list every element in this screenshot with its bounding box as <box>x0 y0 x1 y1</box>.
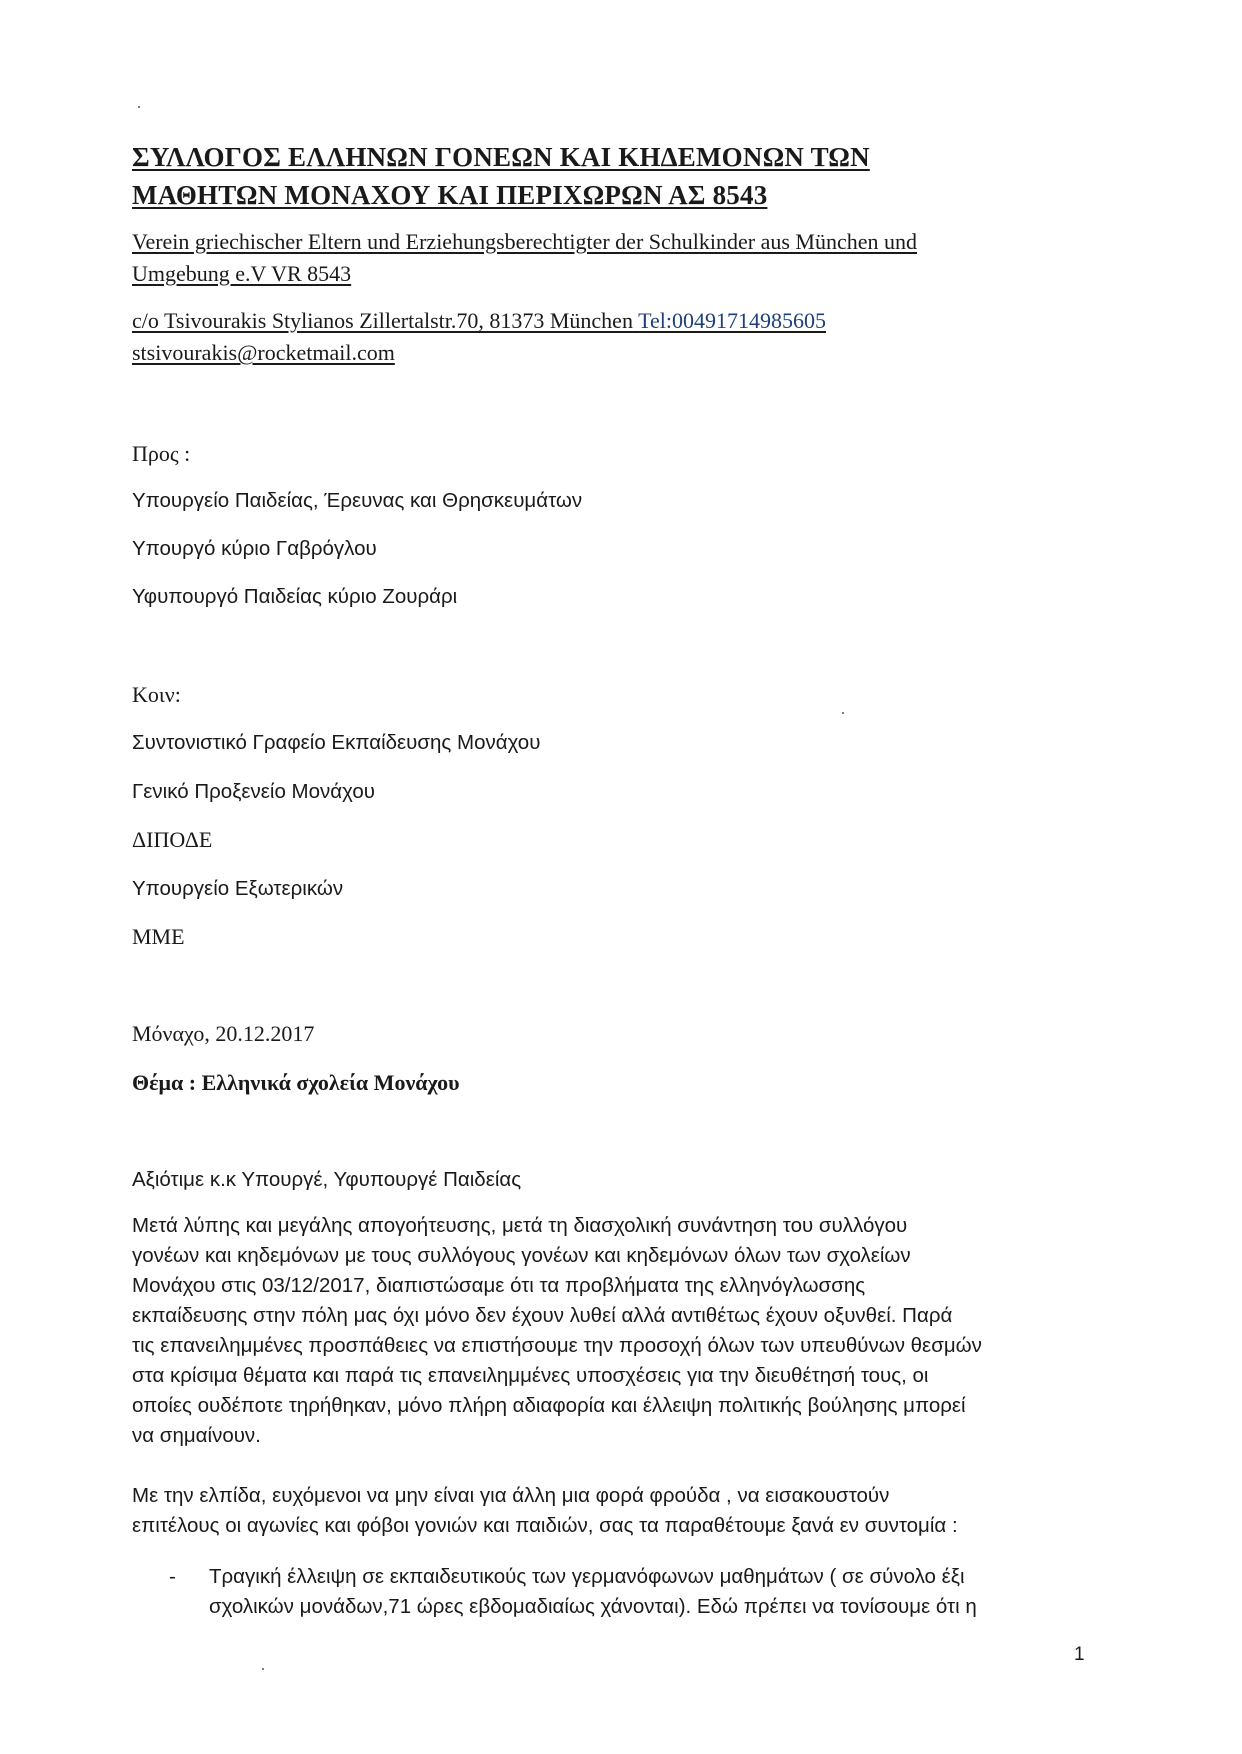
scan-speck <box>262 1668 264 1670</box>
paragraph-line: οποίες ουδέποτε τηρήθηκαν, μόνο πλήρη αδιαφορία και έλλειψη πολιτικής βούλησης μπορεί <box>132 1394 966 1417</box>
letter-date: Μόναχο, 20.12.2017 <box>132 1021 315 1046</box>
postal-address: c/o Tsivourakis Stylianos Zillertalstr.70, 81373 München <box>132 308 633 333</box>
email-link[interactable]: stsivourakis@rocketmail.com <box>132 340 395 365</box>
bullet-marker: - <box>169 1565 176 1588</box>
contact-block <box>132 305 826 369</box>
contact-address-line <box>132 305 826 337</box>
bullet-line: σχολικών μονάδων,71 ώρες εβδομαδιαίως χάνονται). Εδώ πρέπει να τονίσουμε ότι η <box>209 1595 977 1618</box>
cc-item: Συντονιστικό Γραφείο Εκπαίδευσης Μονάχου <box>132 731 541 754</box>
german-name <box>132 226 917 290</box>
scan-speck <box>842 712 844 714</box>
cc-item: Υπουργείο Εξωτερικών <box>132 877 344 900</box>
recipients-label: Προς : <box>132 441 191 466</box>
phone-link[interactable]: Tel:00491714985605 <box>638 308 826 333</box>
organization-title-line2: ΜΑΘΗΤΩΝ ΜΟΝΑΧΟΥ ΚΑΙ ΠΕΡΙΧΩΡΩΝ ΑΣ 8543 <box>132 180 768 210</box>
salutation: Αξιότιμε κ.κ Υπουργέ, Υφυπουργέ Παιδείας <box>132 1168 522 1191</box>
paragraph-line: εκπαίδευσης στην πόλη μας όχι μόνο δεν έχουν λυθεί αλλά αντιθέτως έχουν οξυνθεί. Παρά <box>132 1304 953 1327</box>
bullet-text <box>209 1562 1089 1622</box>
cc-item: ΜΜΕ <box>132 924 185 949</box>
paragraph-line: γονέων και κηδεμόνων με τους συλλόγους γονέων και κηδεμόνων όλων των σχολείων <box>132 1244 911 1267</box>
scan-speck <box>138 106 140 108</box>
paragraph-line: στα κρίσιμα θέματα και παρά τις επανειλημμένες υποσχέσεις για την διευθέτησή τους, οι <box>132 1364 929 1387</box>
recipient-item: Υπουργείο Παιδείας, Έρευνας και Θρησκευμάτων <box>132 489 583 512</box>
paragraph-line: Μετά λύπης και μεγάλης απογοήτευσης, μετά τη διασχολική συνάντηση του συλλόγου <box>132 1214 908 1237</box>
german-name-line2: Umgebung e.V VR 8543 <box>132 261 352 286</box>
cc-item: ΔΙΠΟΔΕ <box>132 827 213 852</box>
letterhead <box>132 138 870 214</box>
recipient-item: Υφυπουργό Παιδείας κύριο Ζουράρι <box>132 585 458 608</box>
organization-title-line1: ΣΥΛΛΟΓΟΣ ΕΛΛΗΝΩΝ ΓΟΝΕΩΝ ΚΑΙ ΚΗΔΕΜΟΝΩΝ ΤΩΝ <box>132 142 870 172</box>
paragraph-line: τις επανειλημμένες προσπάθειες να επιστήσουμε την προσοχή όλων των υπευθύνων θεσμών <box>132 1334 982 1357</box>
paragraph-line: επιτέλους οι αγωνίες και φόβοι γονιών και παιδιών, σας τα παραθέτουμε ξανά εν συντομία : <box>132 1514 958 1537</box>
cc-label: Κοιν: <box>132 682 181 707</box>
bullet-line: Τραγική έλλειψη σε εκπαιδευτικούς των γερμανόφωνων μαθημάτων ( σε σύνολο έξι <box>209 1565 965 1588</box>
letter-subject: Θέμα : Ελληνικά σχολεία Μονάχου <box>132 1070 460 1095</box>
paragraph-line: Μονάχου στις 03/12/2017, διαπιστώσαμε ότι τα προβλήματα της ελληνόγλωσσης <box>132 1274 866 1297</box>
paragraph-line: να σημαίνουν. <box>132 1424 261 1447</box>
body-paragraph-1 <box>132 1211 1092 1451</box>
recipient-item: Υπουργό κύριο Γαβρόγλου <box>132 537 377 560</box>
german-name-line1: Verein griechischer Eltern und Erziehungsberechtigter der Schulkinder aus München und <box>132 229 918 254</box>
body-paragraph-2 <box>132 1481 1092 1541</box>
cc-item: Γενικό Προξενείο Μονάχου <box>132 780 375 803</box>
page-number: 1 <box>1074 1644 1085 1665</box>
paragraph-line: Με την ελπίδα, ευχόμενοι να μην είναι για άλλη μια φορά φρούδα , να εισακουστούν <box>132 1484 890 1507</box>
